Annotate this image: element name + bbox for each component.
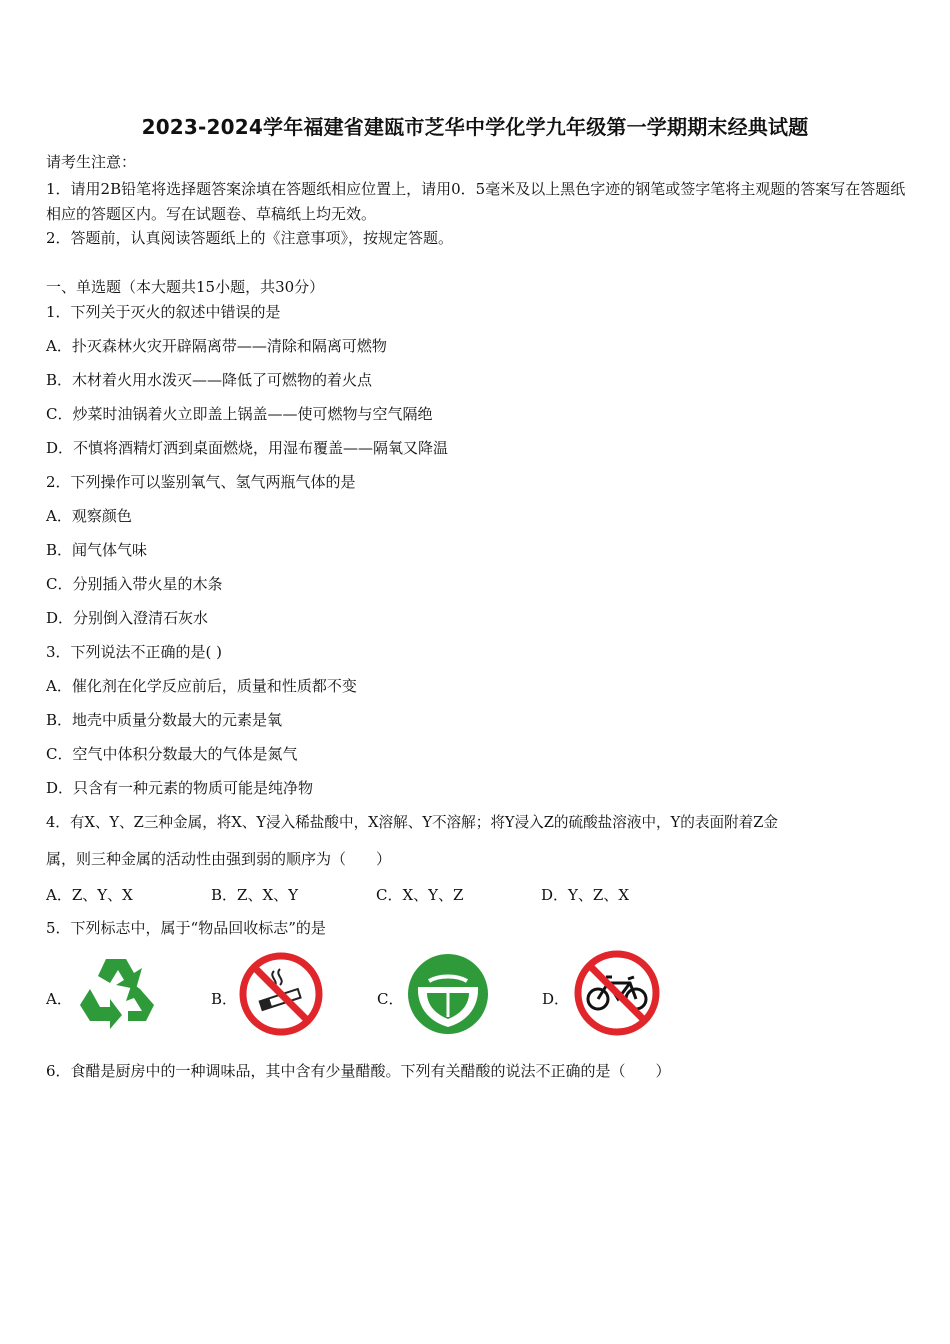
notice-item-2: 2．答题前，认真阅读答题纸上的《注意事项》，按规定答题。 [46, 229, 454, 247]
question-2-option-c: C．分别插入带火星的木条 [46, 575, 223, 593]
question-2-stem: 2．下列操作可以鉴别氧气、氢气两瓶气体的是 [46, 473, 356, 491]
question-4-stem-line-1: 4．有X、Y、Z三种金属，将X、Y浸入稀盐酸中，X溶解、Y不溶解；将Y浸入Z的硫酸盐溶液中，Y的表面附着Z金 [46, 814, 778, 831]
question-4-option-c: C．X、Y、Z [376, 886, 464, 904]
question-5-option-a: A． [46, 990, 72, 1008]
notice-item-1: 1．请用2B铅笔将选择题答案涂填在答题纸相应位置上，请用0．5毫米及以上黑色字迹的钢笔或签字笔将主观题的答案写在答题纸相应的答题区内。写在试题卷、草稿纸上均无效。 [46, 180, 906, 223]
question-1-option-d: D．不慎将酒精灯洒到桌面燃烧，用湿布覆盖——隔氧又降温 [46, 439, 449, 457]
green-food-icon [405, 951, 491, 1037]
question-4-option-a: A．Z、Y、X [46, 886, 133, 904]
question-3-option-d: D．只含有一种元素的物质可能是纯净物 [46, 779, 314, 797]
question-1-option-b: B．木材着火用水泼灭——降低了可燃物的着火点 [46, 371, 373, 389]
question-3-stem: 3．下列说法不正确的是( ) [46, 643, 223, 661]
question-2-option-a: A．观察颜色 [46, 507, 132, 525]
question-5-option-c: C． [377, 990, 404, 1008]
question-5-stem: 5．下列标志中，属于“物品回收标志”的是 [46, 919, 326, 937]
question-5-option-d: D． [542, 990, 570, 1008]
question-6-stem: 6．食醋是厨房中的一种调味品，其中含有少量醋酸。下列有关醋酸的说法不正确的是（ ） [46, 1062, 671, 1080]
notice-heading: 请考生注意： [46, 153, 137, 171]
question-3-option-a: A．催化剂在化学反应前后，质量和性质都不变 [46, 677, 357, 695]
question-1-option-c: C．炒菜时油锅着火立即盖上锅盖——使可燃物与空气隔绝 [46, 405, 433, 423]
question-2-option-b: B．闻气体气味 [46, 541, 148, 559]
recycle-icon [76, 953, 160, 1035]
question-3-option-c: C．空气中体积分数最大的气体是氮气 [46, 745, 298, 763]
question-3-option-b: B．地壳中质量分数最大的元素是氧 [46, 711, 283, 729]
question-4-options [46, 884, 906, 904]
no-bicycle-icon [572, 949, 662, 1037]
page-title: 2023-2024学年福建省建瓯市芝华中学化学九年级第一学期期末经典试题 [141, 115, 809, 139]
section-heading: 一、单选题（本大题共15小题，共30分） [46, 278, 325, 296]
no-smoking-icon [238, 951, 324, 1037]
question-2-option-d: D．分别倒入澄清石灰水 [46, 609, 209, 627]
question-4-stem-line-2: 属，则三种金属的活动性由强到弱的顺序为（ ） [46, 850, 392, 868]
question-4-option-b: B．Z、X、Y [211, 886, 299, 904]
question-1-option-a: A．扑灭森林火灾开辟隔离带——清除和隔离可燃物 [46, 337, 387, 355]
question-4-option-d: D．Y、Z、X [541, 886, 630, 904]
question-1-stem: 1．下列关于灭火的叙述中错误的是 [46, 303, 281, 321]
question-5-option-b: B． [211, 990, 238, 1008]
